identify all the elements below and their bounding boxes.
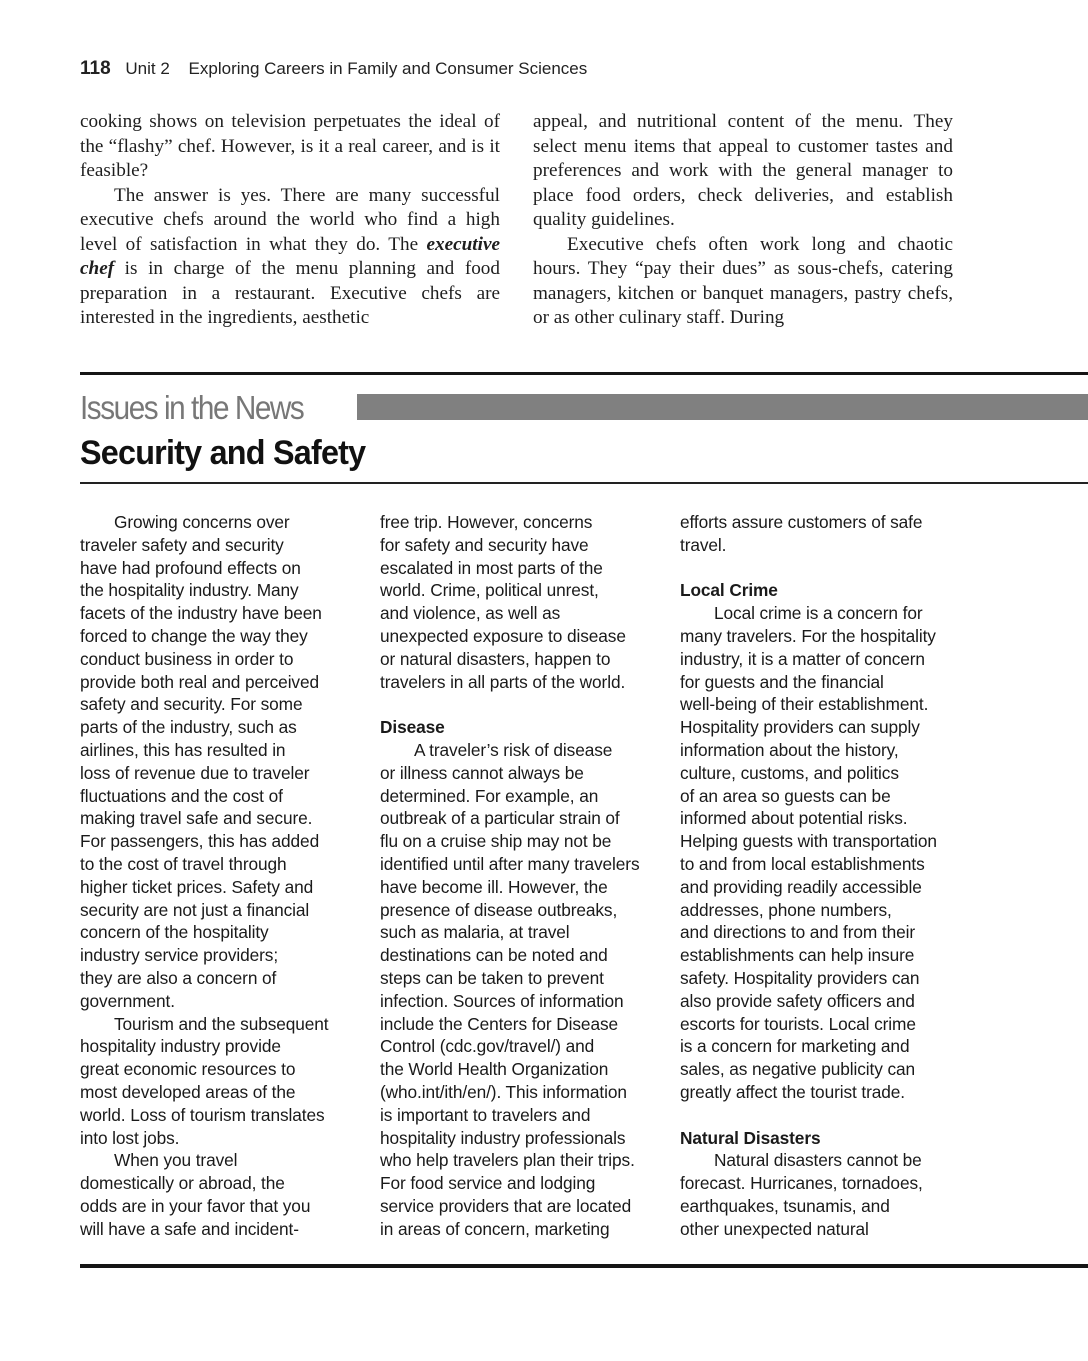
text-line: escorts for tourists. Local crime — [680, 1013, 916, 1034]
text-line: to and from local establishments — [680, 853, 925, 874]
intro-paragraph: appeal, and nutritional content of the menu. They select menu items that appeal to customer tastes and preferences and work with the general manager to place food orders, check deliveries, and establish quality guidelines. — [533, 111, 953, 230]
unit-label: Unit 2 — [125, 59, 170, 78]
text-line: steps can be taken to prevent — [380, 967, 604, 988]
text-line: facets of the industry have been — [80, 603, 322, 624]
text-line: security are not just a financial — [80, 899, 310, 920]
text-line: fluctuations and the cost of — [80, 785, 283, 806]
text-line: industry, it is a matter of concern — [680, 648, 925, 669]
text-line: When you travel — [114, 1150, 238, 1171]
intro-paragraph: Executive chefs often work long and chaotic hours. They “pay their dues” as sous-chefs, catering managers, kitchen or banquet managers, pastry chefs, or as other culinary staff. During — [533, 233, 953, 328]
text-line: flu on a cruise ship may not be — [380, 831, 612, 852]
body-paragraph — [80, 1013, 380, 1150]
intro-paragraph: cooking shows on television perpetuates the ideal of the “flashy” chef. However, is it a real career, and is it feasible? — [80, 111, 500, 181]
text-line: earthquakes, tsunamis, and — [680, 1195, 890, 1216]
intro-column-2 — [533, 110, 953, 331]
text-line: and providing readily accessible — [680, 876, 922, 897]
text-line: For passengers, this has added — [80, 831, 320, 852]
text-line: outbreak of a particular strain of — [380, 808, 620, 829]
text-line: of an area so guests can be — [680, 785, 891, 806]
feature-header-bar — [357, 394, 1088, 420]
text-line: world. Crime, political unrest, — [380, 580, 599, 601]
text-line: informed about potential risks. — [680, 808, 908, 829]
text-line: or illness cannot always be — [380, 762, 584, 783]
text-line: Helping guests with transportation — [680, 831, 937, 852]
text-line: identified until after many travelers — [380, 853, 640, 874]
text-line: the hospitality industry. Many — [80, 580, 299, 601]
feature-column-2 — [380, 511, 680, 1241]
text-line: other unexpected natural — [680, 1218, 869, 1239]
feature-bottom-rule — [80, 1264, 1088, 1268]
text-line: also provide safety officers and — [680, 990, 915, 1011]
text-line: have had profound effects on — [80, 557, 301, 578]
text-line: sales, as negative publicity can — [680, 1059, 916, 1080]
page-number: 118 — [80, 58, 111, 79]
text-line: Growing concerns over — [114, 512, 290, 532]
text-line: government. — [80, 990, 175, 1011]
text-line: domestically or abroad, the — [80, 1173, 285, 1194]
text-line: determined. For example, an — [380, 785, 599, 806]
text-line: have become ill. However, the — [380, 876, 608, 897]
text-line: concern of the hospitality — [80, 922, 269, 943]
text-line: safety. Hospitality providers can — [680, 967, 920, 988]
text-line: free trip. However, concerns — [380, 512, 593, 532]
text-run: is in charge of the menu planning and food preparation in a restaurant. Executive chefs are interested in the ingredients, aesthetic — [80, 258, 500, 328]
text-line: Control (cdc.gov/travel/) and — [380, 1036, 595, 1057]
text-line: higher ticket prices. Safety and — [80, 876, 314, 897]
text-line: parts of the industry, such as — [80, 717, 297, 738]
text-line: the World Health Organization — [380, 1059, 609, 1080]
text-line: travel. — [680, 534, 727, 555]
feature-body — [80, 511, 980, 1241]
body-paragraph — [380, 511, 680, 693]
body-paragraph — [380, 739, 680, 1241]
text-line: hospitality industry provide — [80, 1036, 281, 1057]
text-line: (who.int/ith/en/). This information — [380, 1081, 627, 1102]
text-line: provide both real and perceived — [80, 671, 319, 692]
text-line: infection. Sources of information — [380, 990, 624, 1011]
body-paragraph — [80, 511, 380, 1013]
text-line: hospitality industry professionals — [380, 1127, 626, 1148]
text-line: for safety and security have — [380, 534, 589, 555]
text-line: forecast. Hurricanes, tornadoes, — [680, 1173, 923, 1194]
text-line: for guests and the financial — [680, 671, 884, 692]
text-line: include the Centers for Disease — [380, 1013, 619, 1034]
text-line: traveler safety and security — [80, 534, 284, 555]
feature-title-rule — [80, 482, 1088, 484]
text-run: The answer is yes. There are many successful executive chefs around the world who find a high level of satisfaction in what they do. The — [80, 184, 500, 255]
text-line: most developed areas of the — [80, 1081, 296, 1102]
text-line: is a concern for marketing and — [680, 1036, 910, 1057]
text-line: into lost jobs. — [80, 1127, 180, 1148]
text-line: Local crime is a concern for — [714, 603, 923, 624]
text-line: industry service providers; — [80, 945, 279, 966]
text-line: odds are in your favor that you — [80, 1195, 311, 1216]
text-line: to the cost of travel through — [80, 853, 287, 874]
text-line: travelers in all parts of the world. — [380, 671, 626, 692]
text-line: well-being of their establishment. — [680, 694, 929, 715]
section-heading: Local Crime — [680, 580, 778, 601]
feature-label: Issues in the News — [80, 389, 304, 426]
text-line: they are also a concern of — [80, 967, 277, 988]
unit-title: Exploring Careers in Family and Consumer Sciences — [188, 59, 588, 78]
text-line: Natural disasters cannot be — [714, 1150, 922, 1171]
feature-title: Security and Safety — [80, 434, 366, 472]
text-line: establishments can help insure — [680, 945, 915, 966]
text-line: will have a safe and incident- — [80, 1218, 299, 1239]
text-line: presence of disease outbreaks, — [380, 899, 618, 920]
text-line: service providers that are located — [380, 1195, 632, 1216]
feature-column-3 — [680, 511, 980, 1241]
text-line: and violence, as well as — [380, 603, 561, 624]
text-line: and directions to and from their — [680, 922, 916, 943]
text-line: making travel safe and secure. — [80, 808, 313, 829]
text-line: is important to travelers and — [380, 1104, 591, 1125]
body-paragraph — [80, 1149, 380, 1240]
body-paragraph — [680, 511, 980, 557]
body-paragraph — [680, 602, 980, 1104]
body-paragraph — [680, 1149, 980, 1240]
text-line: Tourism and the subsequent — [114, 1013, 329, 1034]
text-line: who help travelers plan their trips. — [380, 1150, 635, 1171]
intro-body-text — [80, 110, 953, 331]
text-line: forced to change the way they — [80, 625, 308, 646]
running-head — [80, 58, 587, 80]
section-heading: Natural Disasters — [680, 1127, 821, 1148]
text-line: Hospitality providers can supply — [680, 717, 920, 738]
text-line: escalated in most parts of the — [380, 557, 603, 578]
feature-column-1 — [80, 511, 380, 1241]
text-line: or natural disasters, happen to — [380, 648, 611, 669]
text-line: airlines, this has resulted in — [80, 739, 286, 760]
intro-column-1 — [80, 110, 500, 331]
text-line: culture, customs, and politics — [680, 762, 899, 783]
text-line: unexpected exposure to disease — [380, 625, 626, 646]
text-line: great economic resources to — [80, 1059, 296, 1080]
text-line: For food service and lodging — [380, 1173, 596, 1194]
section-heading: Disease — [380, 717, 445, 738]
text-line: destinations can be noted and — [380, 945, 608, 966]
key-term: executive chef — [80, 233, 500, 279]
text-line: world. Loss of tourism translates — [80, 1104, 325, 1125]
text-line: many travelers. For the hospitality — [680, 625, 936, 646]
text-line: efforts assure customers of safe — [680, 512, 923, 532]
text-line: safety and security. For some — [80, 694, 303, 715]
text-line: in areas of concern, marketing — [380, 1218, 610, 1239]
text-line: addresses, phone numbers, — [680, 899, 892, 920]
feature-top-rule — [80, 372, 1088, 375]
text-line: such as malaria, at travel — [380, 922, 570, 943]
text-line: conduct business in order to — [80, 648, 294, 669]
text-line: loss of revenue due to traveler — [80, 762, 310, 783]
text-line: A traveler’s risk of disease — [414, 739, 613, 760]
text-line: information about the history, — [680, 739, 899, 760]
text-line: greatly affect the tourist trade. — [680, 1081, 906, 1102]
intro-paragraph — [80, 184, 500, 331]
